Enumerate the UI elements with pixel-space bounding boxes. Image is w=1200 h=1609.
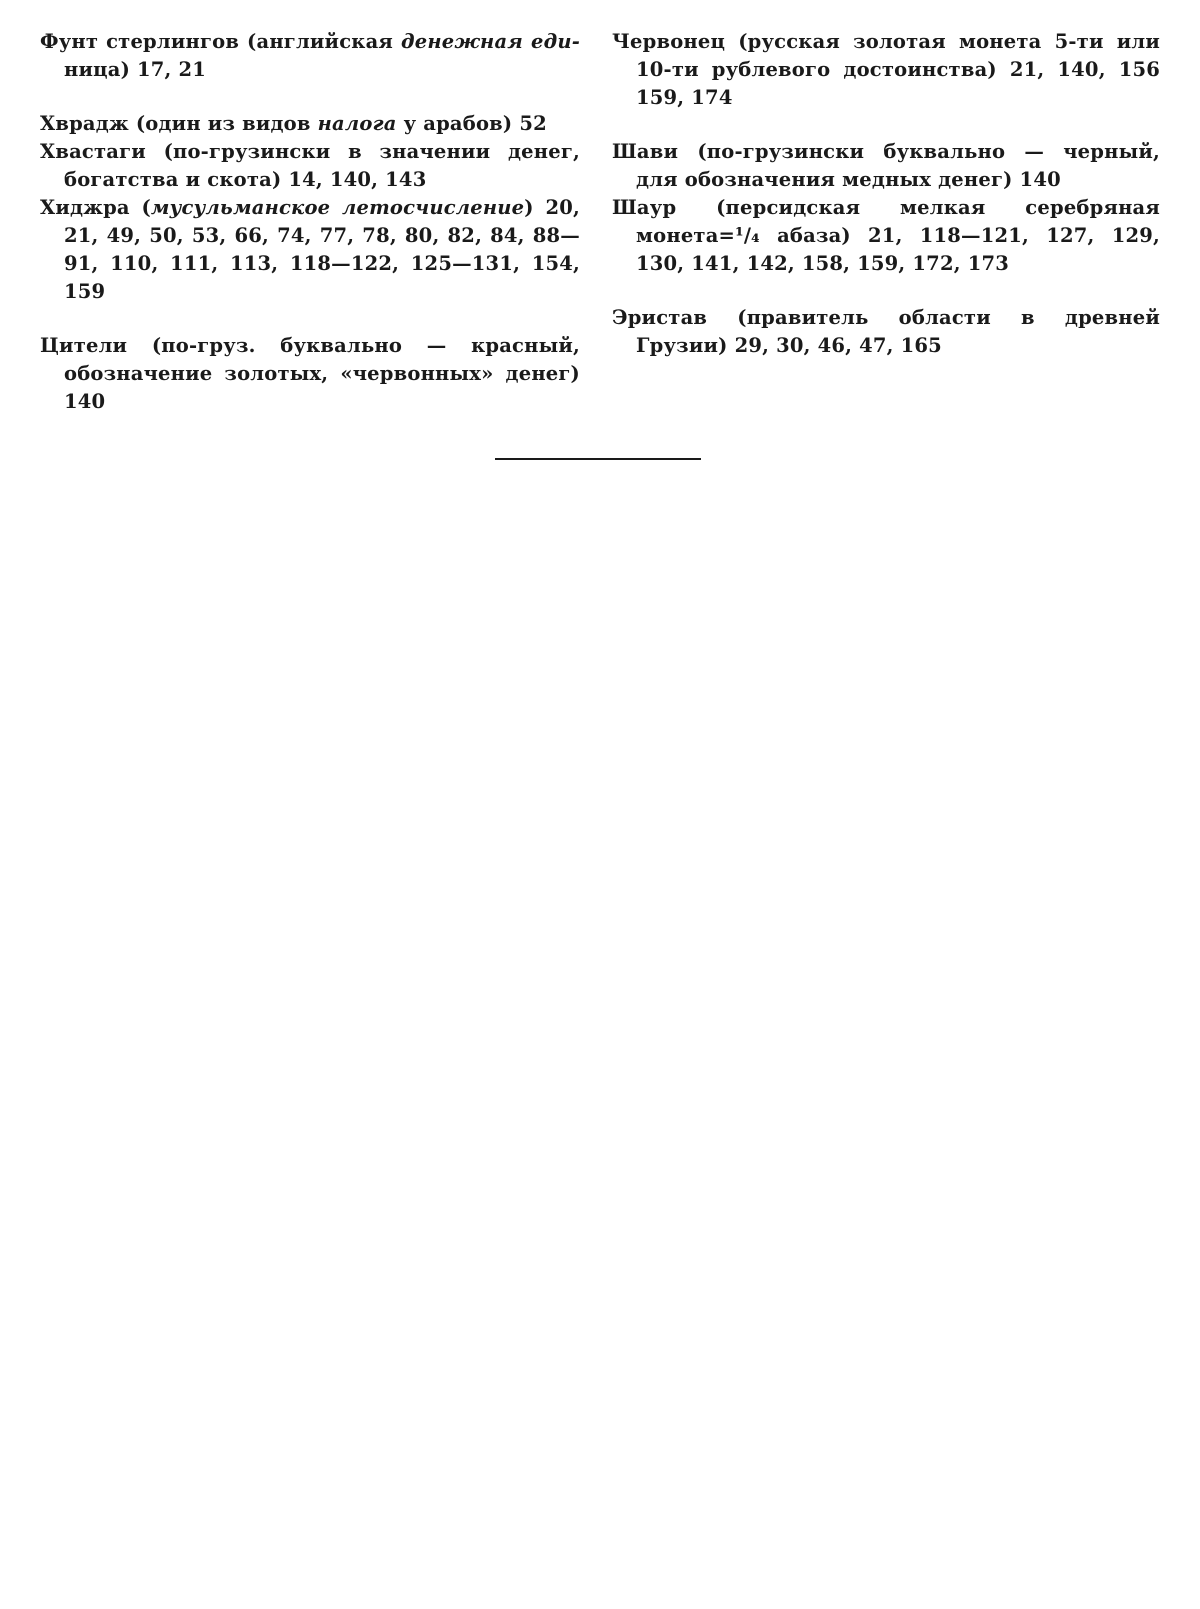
entry-italic: денежная еди- — [400, 30, 580, 53]
index-entry-eristav — [612, 304, 1160, 360]
entry-italic: налога — [317, 112, 397, 135]
entry-text: Шаур (персидская мелкая серебряная монета=¹/₄ абаза) 21, 118—121, 127, 129, 130, 141, 142, 158, 159, 172, 173 — [612, 196, 1160, 275]
entry-text: Цители (по-груз. буквально — красный, обозначение золотых, «червонных» денег) 140 — [40, 334, 580, 413]
index-entry-khvradzh — [40, 110, 580, 138]
entry-text: (английская — [239, 30, 401, 53]
entry-text: ница) 17, 21 — [64, 58, 207, 81]
index-entry-funt-sterlingov — [40, 28, 580, 84]
entry-text: Хвастаги (по-грузински в значении денег, богатства и скота) 14, 140, 143 — [40, 140, 580, 191]
index-column-left — [40, 28, 580, 416]
entry-text: Эристав (правитель области в древней Грузии) 29, 30, 46, 47, 165 — [612, 306, 1160, 357]
index-entry-tsiteli — [40, 332, 580, 416]
entry-text: ) 20, 21, 49, 50, 53, 66, 74, 77, 78, 80, 82, 84, 88—91, 110, 111, 113, 118—122, 125—131, 154, 159 — [64, 196, 580, 303]
entry-italic: мусульманское летосчисление — [150, 196, 525, 219]
index-entry-chervonets — [612, 28, 1160, 112]
index-column-right — [612, 28, 1160, 360]
index-entry-shavi — [612, 138, 1160, 194]
entry-term: Фунт стерлингов — [40, 30, 240, 53]
index-entry-khvastagi — [40, 138, 580, 194]
entry-text: Хврадж (один из видов — [40, 112, 318, 135]
entry-text: Хиджра ( — [40, 196, 151, 219]
entry-text: Шави (по-грузински буквально — черный, для обозначения медных денег) 140 — [612, 140, 1160, 191]
end-rule-divider — [495, 458, 701, 460]
entry-text: Червонец (русская золотая монета 5-ти или 10-ти рублевого достоинства) 21, 140, 156 159, 174 — [612, 30, 1160, 109]
entry-text: у арабов) 52 — [396, 112, 547, 135]
index-entry-shaur — [612, 194, 1160, 278]
index-entry-khidzhra — [40, 194, 580, 306]
